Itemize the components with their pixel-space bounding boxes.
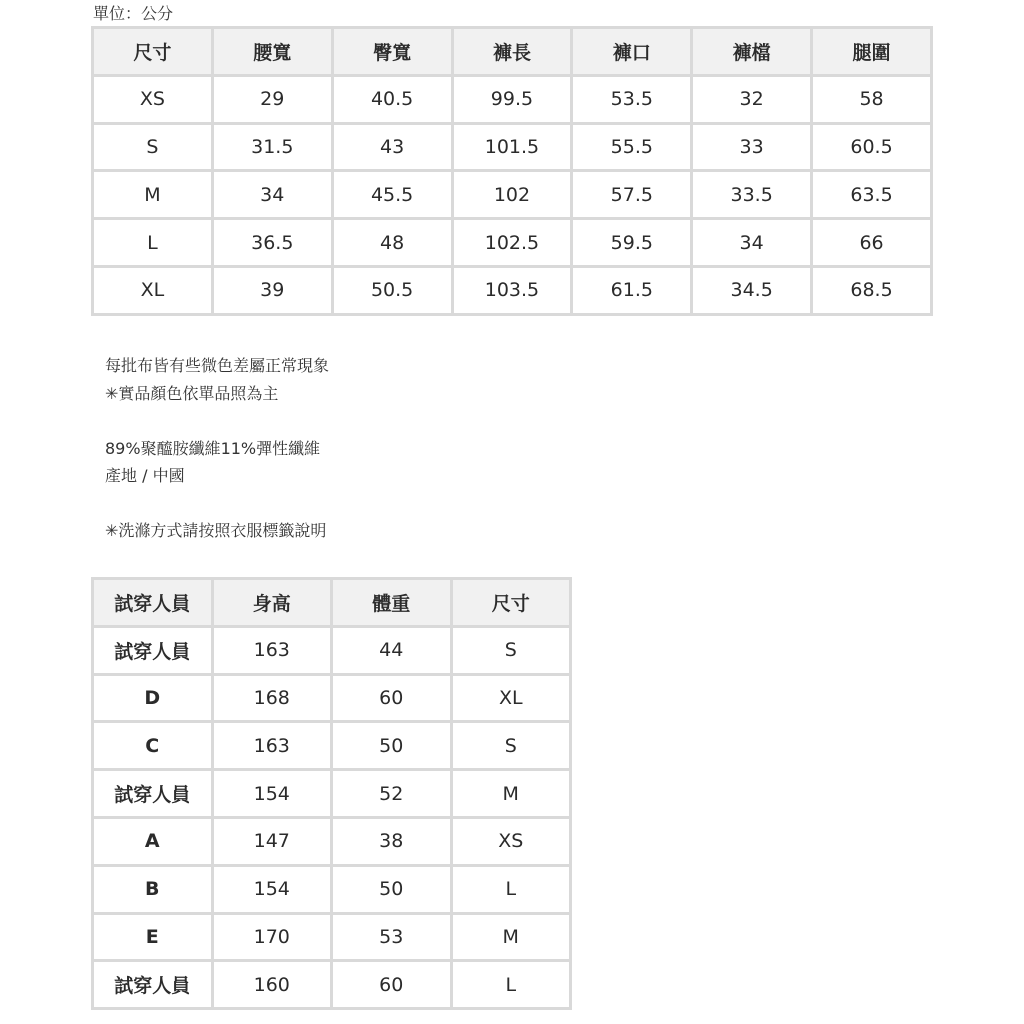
weight-cell: 38 [333,819,450,864]
size-cell: M [94,172,211,217]
size-chart-row [94,220,930,265]
header-fit-size: 尺寸 [453,580,570,625]
size-chart-header-row [94,29,930,74]
fit-model-row [94,771,569,816]
leg-opening-cell: 55.5 [573,125,690,170]
height-cell: 154 [214,771,331,816]
model-cell: C [94,723,211,768]
pant-length-cell: 99.5 [454,77,571,122]
height-cell: 147 [214,819,331,864]
rise-cell: 33.5 [693,172,810,217]
product-notes [105,352,329,545]
fit-size-cell: S [453,628,570,673]
washing-note: ✳洗滌方式請按照衣服標籤說明 [105,521,327,540]
weight-cell: 50 [333,867,450,912]
fit-size-cell: XS [453,819,570,864]
rise-cell: 33 [693,125,810,170]
thigh-cell: 66 [813,220,930,265]
weight-cell: 53 [333,915,450,960]
leg-opening-cell: 57.5 [573,172,690,217]
fit-table-header-row [94,580,569,625]
hip-width-cell: 50.5 [334,268,451,313]
pant-length-cell: 102 [454,172,571,217]
model-cell: A [94,819,211,864]
size-chart-table [91,26,933,316]
waist-width-cell: 34 [214,172,331,217]
color-note: 每批布皆有些微色差屬正常現象 [105,356,330,375]
header-model: 試穿人員 [94,580,211,625]
size-chart-row [94,77,930,122]
fit-size-cell: L [453,962,570,1007]
header-thigh: 腿圍 [813,29,930,74]
height-cell: 163 [214,628,331,673]
fit-size-cell: XL [453,676,570,721]
hip-width-cell: 40.5 [334,77,451,122]
weight-cell: 44 [333,628,450,673]
waist-width-cell: 39 [214,268,331,313]
fit-size-cell: S [453,723,570,768]
thigh-cell: 58 [813,77,930,122]
fit-model-row [94,962,569,1007]
rise-cell: 34.5 [693,268,810,313]
weight-cell: 52 [333,771,450,816]
height-cell: 163 [214,723,331,768]
header-waist-width: 腰寬 [214,29,331,74]
waist-width-cell: 36.5 [214,220,331,265]
header-weight: 體重 [333,580,450,625]
fit-model-row [94,915,569,960]
header-hip-width: 臀寬 [334,29,451,74]
height-cell: 170 [214,915,331,960]
size-cell: XL [94,268,211,313]
model-cell: 試穿人員 [94,771,211,816]
model-cell: 試穿人員 [94,962,211,1007]
fit-model-table [91,577,572,1010]
pant-length-cell: 102.5 [454,220,571,265]
header-leg-opening: 褲口 [573,29,690,74]
header-pant-length: 褲長 [454,29,571,74]
waist-width-cell: 29 [214,77,331,122]
height-cell: 160 [214,962,331,1007]
hip-width-cell: 45.5 [334,172,451,217]
unit-label: 單位：公分 [93,4,174,23]
header-height: 身高 [214,580,331,625]
height-cell: 168 [214,676,331,721]
size-chart-row [94,172,930,217]
fit-model-row [94,628,569,673]
leg-opening-cell: 61.5 [573,268,690,313]
origin-text: 產地 / 中國 [105,466,185,485]
rise-cell: 32 [693,77,810,122]
size-cell: L [94,220,211,265]
fit-model-row [94,676,569,721]
model-cell: 試穿人員 [94,628,211,673]
model-cell: D [94,676,211,721]
rise-cell: 34 [693,220,810,265]
thigh-cell: 68.5 [813,268,930,313]
pant-length-cell: 101.5 [454,125,571,170]
fit-model-row [94,819,569,864]
height-cell: 154 [214,867,331,912]
material-text: 89%聚醯胺纖維11%彈性纖維 [105,438,321,458]
thigh-cell: 60.5 [813,125,930,170]
thigh-cell: 63.5 [813,172,930,217]
weight-cell: 60 [333,962,450,1007]
waist-width-cell: 31.5 [214,125,331,170]
fit-model-row [94,723,569,768]
weight-cell: 50 [333,723,450,768]
fit-size-cell: L [453,867,570,912]
pant-length-cell: 103.5 [454,268,571,313]
fit-size-cell: M [453,771,570,816]
hip-width-cell: 48 [334,220,451,265]
color-note-2: ✳實品顏色依單品照為主 [105,383,279,403]
leg-opening-cell: 59.5 [573,220,690,265]
hip-width-cell: 43 [334,125,451,170]
header-size: 尺寸 [94,29,211,74]
fit-model-row [94,867,569,912]
size-chart-row [94,268,930,313]
model-cell: E [94,915,211,960]
model-cell: B [94,867,211,912]
fit-size-cell: M [453,915,570,960]
size-cell: XS [94,77,211,122]
leg-opening-cell: 53.5 [573,77,690,122]
weight-cell: 60 [333,676,450,721]
size-chart-row [94,125,930,170]
size-cell: S [94,125,211,170]
header-rise: 褲檔 [693,29,810,74]
